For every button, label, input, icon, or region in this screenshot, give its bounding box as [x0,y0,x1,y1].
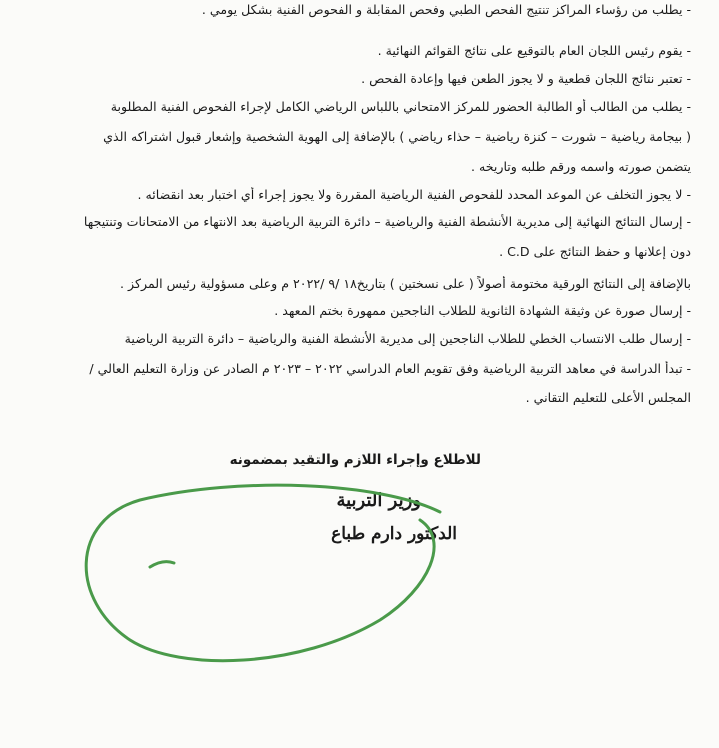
body-line-13: - تبدأ الدراسة في معاهد التربية الرياضية وفق تقويم العام الدراسي ٢٠٢٢ – ٢٠٢٣ م الصادر عن وزارة التعليم العالي / [89,361,691,376]
body-line-14: المجلس الأعلى للتعليم التقاني . [525,390,691,405]
body-line-6: يتضمن صورته واسمه ورقم طلبه وتاريخه . [470,159,691,174]
body-line-5: ( بيجامة رياضية – شورت – كنزة رياضية – حذاء رياضي ) بالإضافة إلى الهوية الشخصية وإشعار قبول اشتراكه الذي [103,129,691,144]
body-line-9: دون إعلانها و حفظ النتائج على C.D . [499,244,691,259]
body-line-11: - إرسال صورة عن وثيقة الشهادة الثانوية للطلاب الناجحين ممهورة بختم المعهد . [274,303,691,318]
body-line-4: - يطلب من الطالب أو الطالبة الحضور للمركز الامتحاني باللباس الرياضي الكامل لإجراء الفحوص الفنية المطلوبة [110,99,691,114]
body-line-10: بالإضافة إلى النتائج الورقية مختومة أصولاً ( على نسختين ) بتاريخ١٨ /٩ /٢٠٢٢ م وعلى مسؤولية رئيس المركز . [120,276,691,291]
body-line-7: - لا يجوز التخلف عن الموعد المحدد للفحوص الفنية الرياضية المقررة ولا يجوز إجراء أي اختبار بعد انقضائه . [137,187,691,202]
body-line-1: - يطلب من رؤساء المراكز تنتيج الفحص الطبي وفحص المقابلة و الفحوص الفنية بشكل يومي . [201,2,691,17]
closing-statement: للاطلاع وإجراء اللازم والتقيد بمضمونه [229,452,481,468]
body-line-8: - إرسال النتائج النهائية إلى مديرية الأنشطة الفنية والرياضية – دائرة التربية الرياضية بعد الانتهاء من الامتحانات وتنتيجها [83,214,691,229]
body-line-12: - إرسال طلب الانتساب الخطي للطلاب الناجحين إلى مديرية الأنشطة الفنية والرياضية – دائرة التربية الرياضية [124,331,691,346]
body-line-2: - يقوم رئيس اللجان العام بالتوقيع على نتائج القوائم النهائية . [377,43,691,58]
body-line-3: - تعتبر نتائج اللجان قطعية و لا يجوز الطعن فيها وإعادة الفحص . [361,71,691,86]
signatory-name: الدكتور دارم طباع [331,524,457,544]
signatory-title: وزير التربية [336,490,421,511]
